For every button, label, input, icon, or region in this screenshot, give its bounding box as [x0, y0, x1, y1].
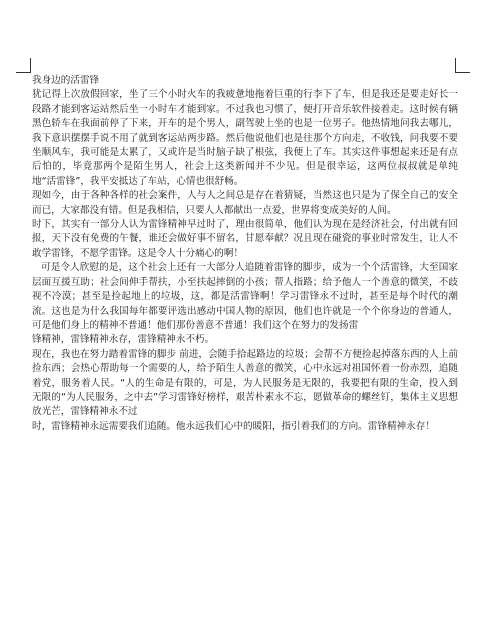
crop-mark-top-left — [16, 58, 31, 73]
paragraph: 犹记得上次放假回家，坐了三个小时火车的我疲惫地拖着巨重的行李下了车，但是我还是要走好长一段路才能到客运站然后坐一小时车才能到家。不过我也习惯了，便打开音乐软件接着走。这时候有辆黑色轿车在我面前停了下来，开车的是个男人，副驾驶上坐的也是一位男子。他热情地问我去哪儿，我下意识摆摆手说不用了就到客运站两步路。然后他说他们也是往那个方向走，不收钱，问我要不要坐顺风车，我可能是太累了，又或许是当时脑子缺了根弦，我便上了车。其实这件事想起来还是有点后怕的，毕竟那两个是陌生男人，社会上这类新闻并不少见。但是很幸运，这两位叔叔就是单纯地“活雷锋”，我平安抵达了车站，心情也很舒畅。 — [32, 89, 458, 187]
document-title: 我身边的活雷锋 — [32, 75, 100, 86]
document-body — [32, 74, 458, 434]
paragraph: 时下，其实有一部分人认为雷锋精神早过时了，理由很简单，他们认为现在是经济社会，付出就有回报，天下没有免费的午餐，谁还会做好事不留名，甘愿奉献？况且现在碰瓷的事业时常发生，让人不敢学雷锋，不愿学雷锋。这是令人十分痛心的啊！ — [32, 219, 458, 259]
paragraph: 时，雷锋精神永远需要我们追随。他永远我们心中的暖阳，指引着我们的方向。雷锋精神永存！ — [32, 420, 435, 432]
paragraph: 现如今，由于各种各样的社会案件，人与人之间总是存在着猜疑，当然这也只是为了保全自己的安全而已，大家都没有错。但是我相信，只要人人都献出一点爱，世界将变成美好的人间。 — [32, 190, 458, 216]
paragraph: 锋精神，雷锋精神永存，雷锋精神永不朽。 — [32, 334, 215, 346]
crop-mark-top-right — [455, 58, 470, 73]
paragraph: 现在，我也在努力踏着雷锋的脚步 前进，会随手拾起路边的垃圾；会帮不方便捡起掉落东西的人上前捡东西；会热心帮助每一个需要的人，给予陌生人善意的微笑，心中永远对祖国怀着一份赤烈，追随着党，服务着人民。“人的生命是有限的，可是，为人民服务是无限的，我要把有限的生命，投入到无限的“为人民服务，之中去”学习雷锋好榜样，艰苦朴素永不忘，愿做革命的螺丝钉，集体主义思想放光芒，雷锋精神永不过 — [32, 348, 458, 418]
paragraph: 可是令人欣慰的是，这个社会上还有一大部分人追随着雷锋的脚步，成为一个个活雷锋，大至国家层面互援互助；社会间伸手帮扶，小至扶起摔倒的小孩；帮人指路；给予他人一个善意的微笑，不歧视不冷漠；甚至是捡起地上的垃圾，这，都是活雷锋啊！学习雷锋永不过时，甚至是每个时代的潮流。这也是为什么我国每年都要评选出感动中国人物的原因，他们也许就是一个个你身边的普通人，可是他们身上的精神不普通！他们那份善意不普通！我们这个在努力的发扬雷 — [32, 262, 458, 331]
